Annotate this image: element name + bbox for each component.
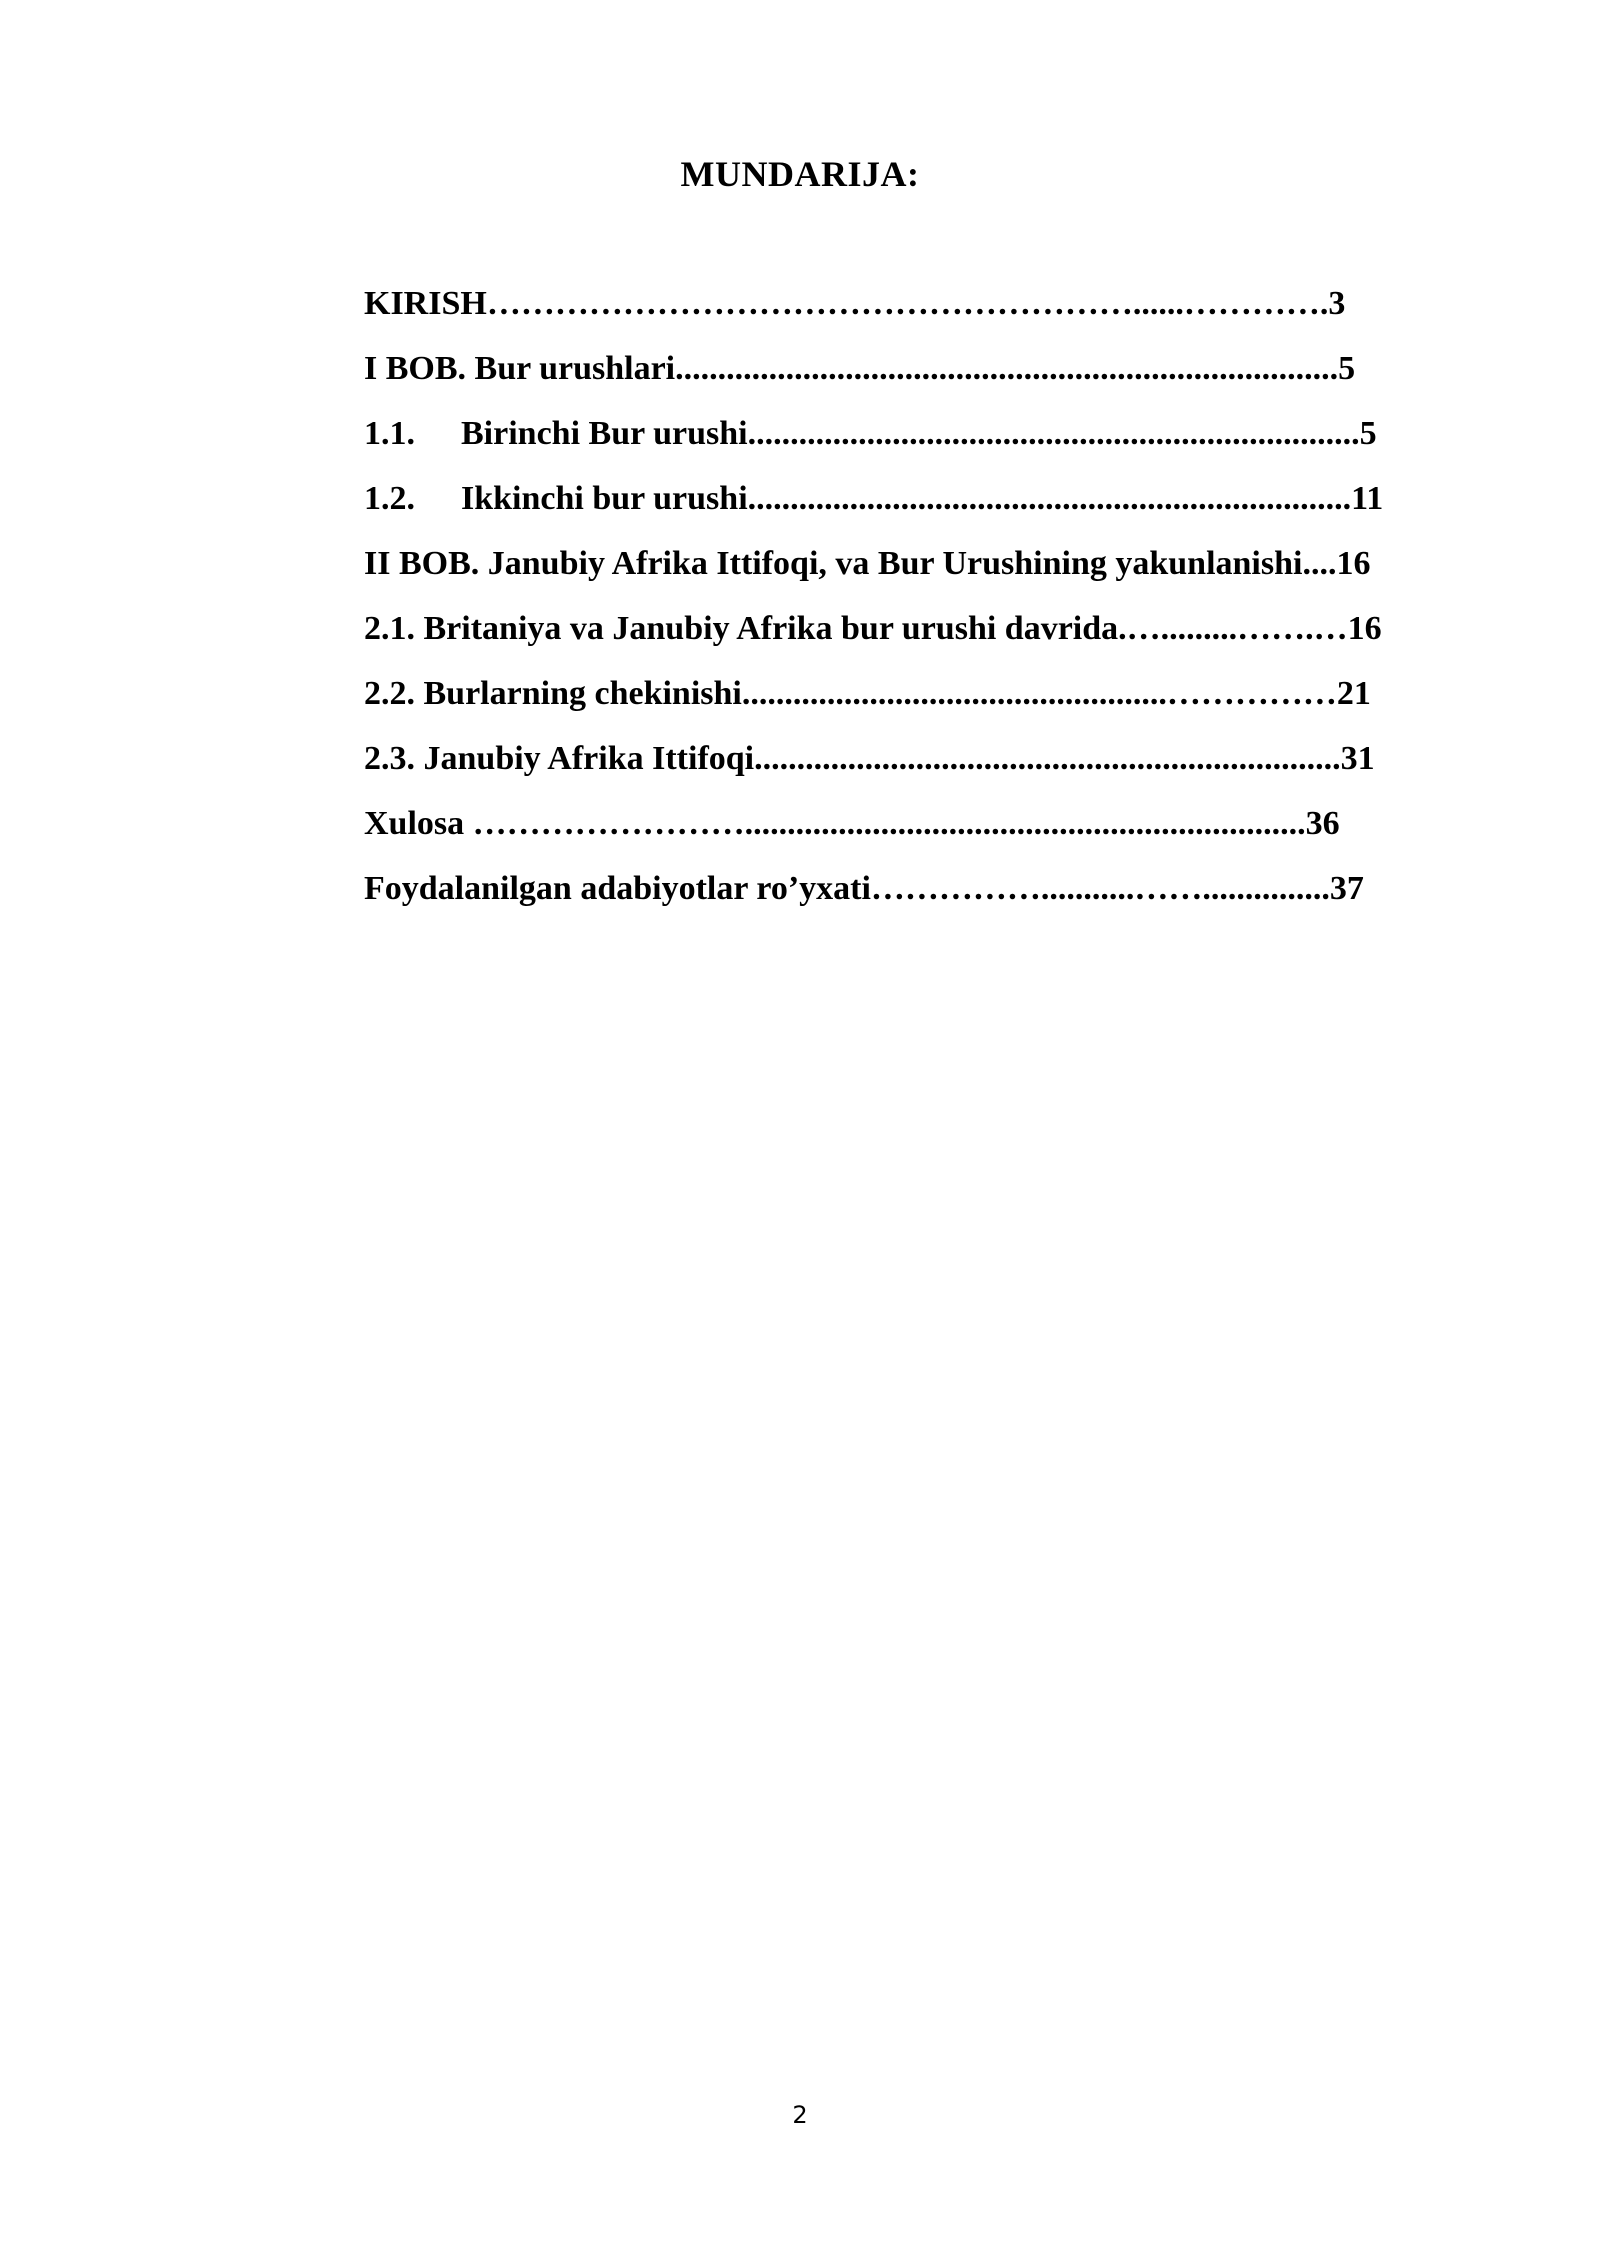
toc-entry-section-1-1: [364, 412, 1383, 477]
toc-entry-text: Foydalanilgan adabiyotlar ro’yxati……………...........……...............37: [364, 870, 1364, 907]
toc-entry-kirish: [364, 282, 1383, 347]
toc-entry-text: Ikkinchi bur urushi.......................................................................11: [461, 480, 1384, 517]
toc-entry-conclusion: [364, 802, 1383, 867]
toc-entry-text: KIRISH…………………………………………………......………….3: [364, 285, 1346, 322]
toc-entry-chapter-2: [364, 542, 1383, 607]
toc-entry-text: II BOB. Janubiy Afrika Ittifoqi, va Bur Urushining yakunlanishi....16: [364, 545, 1371, 582]
toc-entry-text: Xulosa ……………………..................................................................36: [364, 805, 1340, 842]
toc-entry-section-1-2: [364, 477, 1383, 542]
toc-entry-text: 2.3. Janubiy Afrika Ittifoqi.....................................................................31: [364, 740, 1375, 777]
toc-entry-number: 1.2.: [364, 480, 415, 517]
toc-title: MUNDARIJA:: [680, 154, 920, 194]
page-number: 2: [792, 2101, 808, 2129]
toc-entry-number: 1.1.: [364, 415, 415, 452]
toc-entry-chapter-1: [364, 347, 1383, 412]
toc-entry-text: Birinchi Bur urushi........................................................................5: [461, 415, 1377, 452]
table-of-contents: [364, 282, 1383, 932]
toc-entry-references: [364, 867, 1383, 932]
toc-entry-section-2-3: [364, 737, 1383, 802]
toc-entry-section-2-2: [364, 672, 1383, 737]
toc-entry-text: 2.1. Britaniya va Janubiy Afrika bur urushi davrida.….........…….…16: [364, 610, 1382, 647]
toc-entry-section-2-1: [364, 607, 1383, 672]
toc-entry-text: 2.2. Burlarning chekinishi..................................................……………21: [364, 675, 1371, 712]
toc-entry-text: I BOB. Bur urushlari..............................................................................5: [364, 350, 1356, 387]
